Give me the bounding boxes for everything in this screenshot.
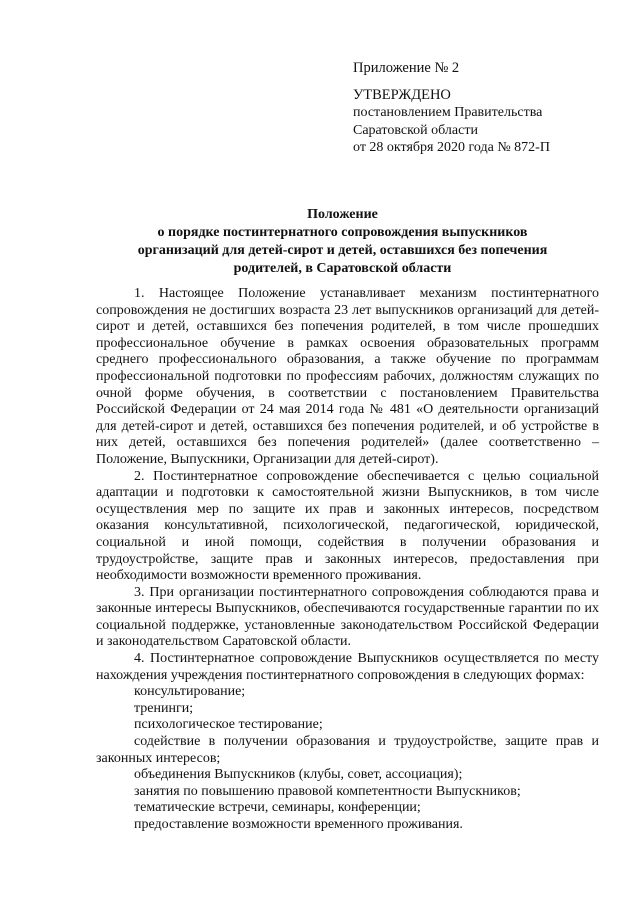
approval-line: постановлением Правительства	[353, 105, 543, 120]
paragraph-1: 1. Настоящее Положение устанавливает механизм постинтернатного сопровождения не достигших возраста 23 лет выпускников организаций для детей-сирот и детей, оставшихся без попечения родителей, в том числе прошедших профессиональное обучение в рамках освоения образовательных программ среднего профессионального образования, а также обучение по программам профессиональной подготовки по профессиям рабочих, должностям служащих по очной форме обучения, в соответствии с постановлением Правительства Российской Федерации от 24 мая 2014 года № 481 «О деятельности организаций для детей-сирот и детей, оставшихся без попечения родителей, и об устройстве в них детей, оставшихся без попечения родителей» (далее соответственно – Положение, Выпускники, Организации для детей-сирот).	[96, 286, 599, 467]
appendix-number: Приложение № 2	[353, 60, 460, 76]
approval-line: Саратовской области	[353, 122, 478, 138]
approval-block	[353, 60, 623, 157]
title-line: родителей, в Саратовской области	[233, 261, 452, 276]
document-body	[96, 286, 599, 834]
form-item: предоставление возможности временного проживания.	[134, 817, 463, 832]
form-item: тематические встречи, семинары, конференции;	[134, 800, 421, 816]
form-item: объединения Выпускников (клубы, совет, ассоциация);	[134, 767, 463, 783]
approval-date-line: от 28 октября 2020 года № 872-П	[353, 140, 550, 155]
approved-stamp-text: УТВЕРЖДЕНО	[353, 86, 451, 103]
paragraph-4: 4. Постинтернатное сопровождение Выпускников осуществляется по месту нахождения учреждения постинтернатного сопровождения в следующих формах:	[96, 651, 599, 683]
paragraph-2: 2. Постинтернатное сопровождение обеспечивается с целью социальной адаптации и подготовки к самостоятельной жизни Выпускников, в том числе осуществления мер по защите их прав и законных интересов, посредством оказания консультативной, психологической, педагогической, юридической, социальной и иной помощи, содействия в получении образования и трудоустройстве, защите прав и законных интересов, предоставления при необходимости возможности временного проживания.	[96, 468, 599, 584]
form-item: содействие в получении образования и трудоустройстве, защите прав и законных интересов;	[96, 734, 599, 766]
title-line: о порядке постинтернатного сопровождения выпускников	[157, 225, 528, 240]
title-word: Положение	[307, 207, 378, 222]
form-item: психологическое тестирование;	[134, 717, 323, 733]
form-item: занятия по повышению правовой компетентности Выпускников;	[134, 783, 521, 799]
form-item: тренинги;	[134, 700, 194, 716]
paragraph-3: 3. При организации постинтернатного сопровождения соблюдаются права и законные интересы Выпускников, обеспечиваются государственные гарантии по их социальной поддержке, установленные законодательством Российской Федерации и законодательством Саратовской области.	[96, 584, 599, 650]
document-title	[90, 206, 595, 278]
title-line: организаций для детей-сирот и детей, оставшихся без попечения	[137, 243, 548, 258]
form-item: консультирование;	[134, 684, 246, 700]
